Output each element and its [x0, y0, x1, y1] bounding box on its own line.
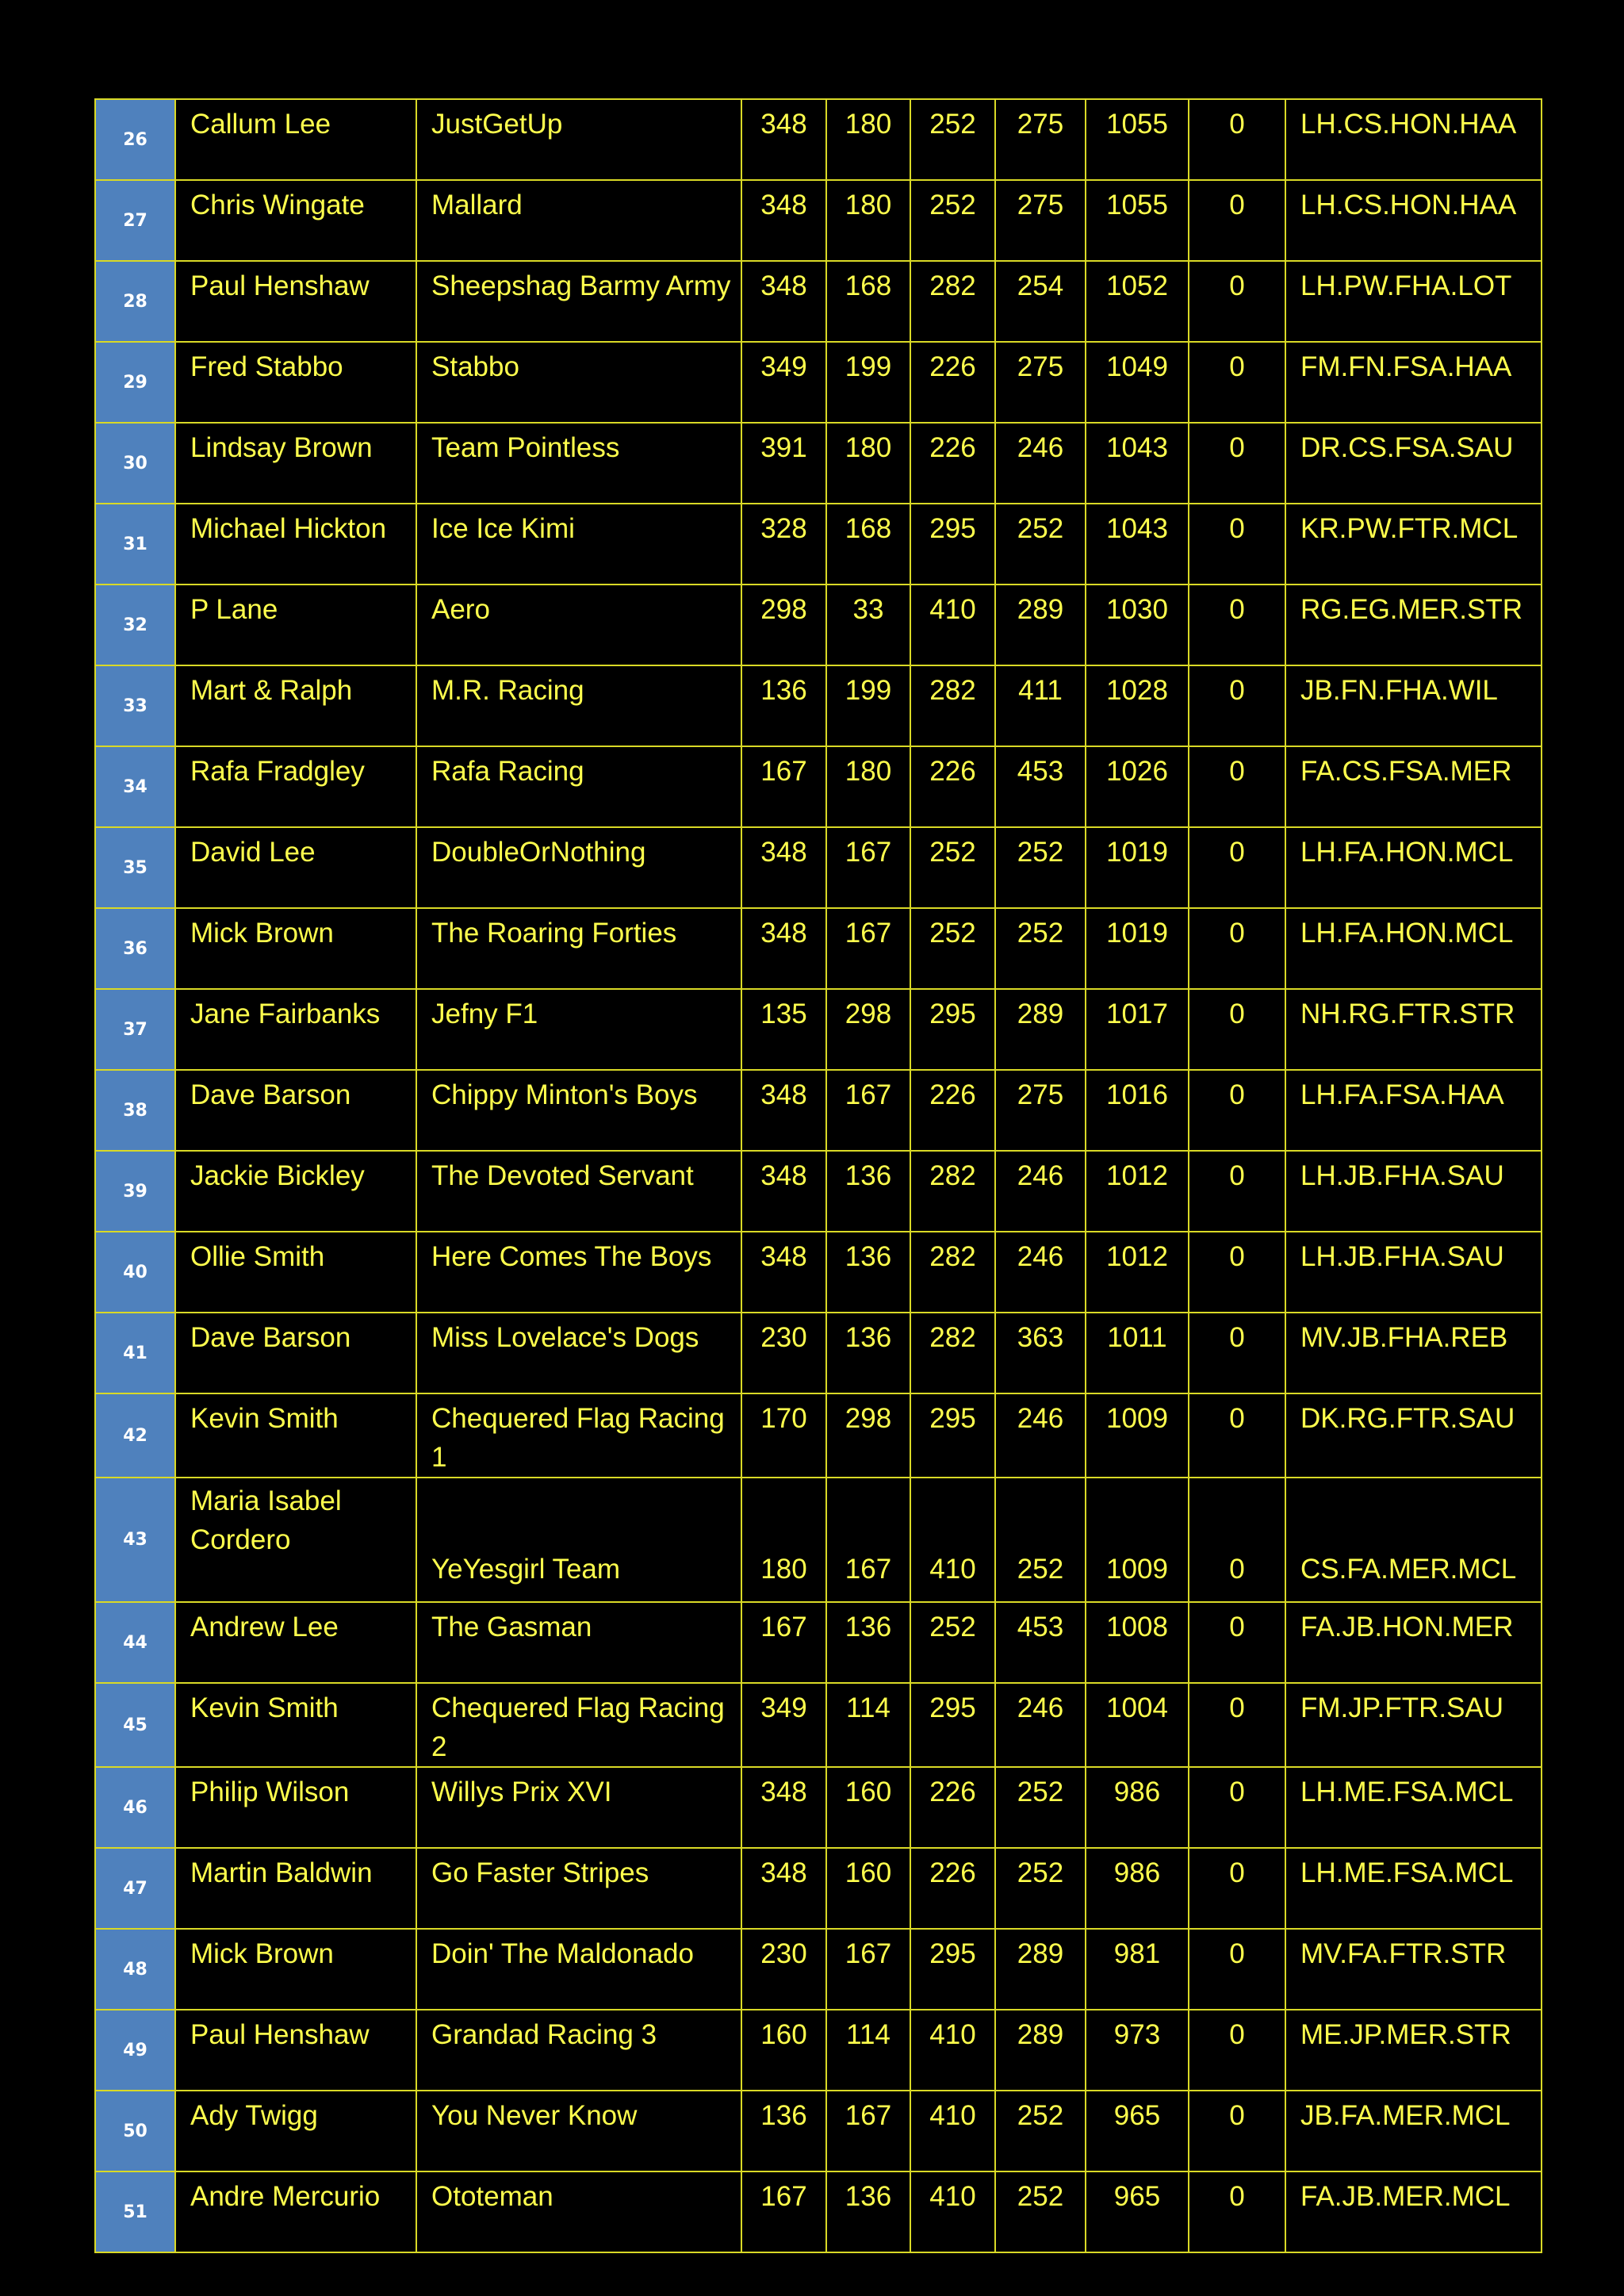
score-3-cell: 410 [910, 585, 995, 665]
player-name-cell: Dave Barson [175, 1070, 416, 1151]
team-name-cell: Doin' The Maldonado [416, 1929, 741, 2010]
score-3-cell: 295 [910, 504, 995, 585]
score-1-cell: 136 [741, 665, 826, 746]
position-cell: 34 [95, 746, 175, 827]
position-cell: 30 [95, 423, 175, 504]
selection-code-cell: LH.CS.HON.HAA [1285, 99, 1542, 180]
score-2-cell: 114 [826, 2010, 910, 2091]
total-cell: 986 [1086, 1767, 1189, 1848]
team-name-cell: DoubleOrNothing [416, 827, 741, 908]
position-cell: 31 [95, 504, 175, 585]
score-1-cell: 348 [741, 1070, 826, 1151]
selection-code-cell: LH.CS.HON.HAA [1285, 180, 1542, 261]
table-row [95, 1393, 1542, 1478]
player-name-cell: Philip Wilson [175, 1767, 416, 1848]
player-name-cell: Chris Wingate [175, 180, 416, 261]
position-cell: 49 [95, 2010, 175, 2091]
score-2-cell: 136 [826, 1602, 910, 1683]
selection-code-cell: NH.RG.FTR.STR [1285, 989, 1542, 1070]
score-3-cell: 226 [910, 1848, 995, 1929]
team-name-cell: Sheepshag Barmy Army [416, 261, 741, 342]
selection-code-cell: LH.FA.FSA.HAA [1285, 1070, 1542, 1151]
score-4-cell: 289 [995, 989, 1086, 1070]
score-1-cell: 230 [741, 1929, 826, 2010]
total-cell: 1009 [1086, 1393, 1189, 1478]
extra-cell: 0 [1189, 261, 1285, 342]
position-cell: 38 [95, 1070, 175, 1151]
selection-code-cell: FM.JP.FTR.SAU [1285, 1683, 1542, 1767]
extra-cell: 0 [1189, 1151, 1285, 1232]
position-cell: 36 [95, 908, 175, 989]
player-name-cell: Andre Mercurio [175, 2171, 416, 2252]
team-name-cell: Chequered Flag Racing 1 [416, 1393, 741, 1478]
score-2-cell: 160 [826, 1767, 910, 1848]
score-1-cell: 391 [741, 423, 826, 504]
extra-cell: 0 [1189, 180, 1285, 261]
score-3-cell: 226 [910, 1070, 995, 1151]
extra-cell: 0 [1189, 1070, 1285, 1151]
score-1-cell: 348 [741, 99, 826, 180]
extra-cell: 0 [1189, 342, 1285, 423]
team-name-cell: Here Comes The Boys [416, 1232, 741, 1313]
extra-cell: 0 [1189, 585, 1285, 665]
team-name-cell: Jefny F1 [416, 989, 741, 1070]
table-row [95, 180, 1542, 261]
selection-code-cell: FM.FN.FSA.HAA [1285, 342, 1542, 423]
table-row [95, 1848, 1542, 1929]
table-row [95, 827, 1542, 908]
team-name-cell: Mallard [416, 180, 741, 261]
score-4-cell: 246 [995, 1393, 1086, 1478]
team-name-cell: Willys Prix XVI [416, 1767, 741, 1848]
score-2-cell: 167 [826, 827, 910, 908]
team-name-cell: Team Pointless [416, 423, 741, 504]
total-cell: 1019 [1086, 827, 1189, 908]
team-name-cell: Grandad Racing 3 [416, 2010, 741, 2091]
team-name-cell: The Gasman [416, 1602, 741, 1683]
team-name-cell: Chippy Minton's Boys [416, 1070, 741, 1151]
extra-cell: 0 [1189, 908, 1285, 989]
position-cell: 33 [95, 665, 175, 746]
score-2-cell: 180 [826, 180, 910, 261]
selection-code-cell: FA.JB.HON.MER [1285, 1602, 1542, 1683]
score-1-cell: 348 [741, 261, 826, 342]
score-4-cell: 252 [995, 2091, 1086, 2171]
score-3-cell: 252 [910, 1602, 995, 1683]
score-3-cell: 252 [910, 908, 995, 989]
selection-code-cell: MV.FA.FTR.STR [1285, 1929, 1542, 2010]
total-cell: 1043 [1086, 504, 1189, 585]
total-cell: 1055 [1086, 180, 1189, 261]
score-3-cell: 252 [910, 99, 995, 180]
score-2-cell: 168 [826, 261, 910, 342]
player-name-cell: Kevin Smith [175, 1683, 416, 1767]
score-3-cell: 282 [910, 1151, 995, 1232]
player-name-cell: Jane Fairbanks [175, 989, 416, 1070]
extra-cell: 0 [1189, 99, 1285, 180]
table-row [95, 1151, 1542, 1232]
extra-cell: 0 [1189, 1393, 1285, 1478]
player-name-cell: Michael Hickton [175, 504, 416, 585]
selection-code-cell: JB.FN.FHA.WIL [1285, 665, 1542, 746]
score-3-cell: 410 [910, 2171, 995, 2252]
score-4-cell: 275 [995, 342, 1086, 423]
total-cell: 1028 [1086, 665, 1189, 746]
table-row [95, 261, 1542, 342]
position-cell: 37 [95, 989, 175, 1070]
score-2-cell: 160 [826, 1848, 910, 1929]
table-row [95, 1070, 1542, 1151]
player-name-cell: Kevin Smith [175, 1393, 416, 1478]
total-cell: 1049 [1086, 342, 1189, 423]
score-3-cell: 295 [910, 989, 995, 1070]
score-2-cell: 167 [826, 2091, 910, 2171]
table-row [95, 99, 1542, 180]
score-4-cell: 252 [995, 504, 1086, 585]
player-name-cell: Callum Lee [175, 99, 416, 180]
score-1-cell: 348 [741, 1767, 826, 1848]
player-name-cell: P Lane [175, 585, 416, 665]
table-row [95, 1478, 1542, 1602]
score-3-cell: 410 [910, 2010, 995, 2091]
score-3-cell: 282 [910, 1232, 995, 1313]
score-4-cell: 275 [995, 99, 1086, 180]
score-2-cell: 136 [826, 1151, 910, 1232]
extra-cell: 0 [1189, 1848, 1285, 1929]
extra-cell: 0 [1189, 1683, 1285, 1767]
player-name-cell: Jackie Bickley [175, 1151, 416, 1232]
position-cell: 28 [95, 261, 175, 342]
score-1-cell: 328 [741, 504, 826, 585]
table-row [95, 2091, 1542, 2171]
score-4-cell: 289 [995, 2010, 1086, 2091]
selection-code-cell: FA.CS.FSA.MER [1285, 746, 1542, 827]
score-4-cell: 453 [995, 746, 1086, 827]
extra-cell: 0 [1189, 1929, 1285, 2010]
extra-cell: 0 [1189, 2171, 1285, 2252]
team-name-cell: Rafa Racing [416, 746, 741, 827]
table-row [95, 1232, 1542, 1313]
position-cell: 45 [95, 1683, 175, 1767]
position-cell: 35 [95, 827, 175, 908]
score-2-cell: 180 [826, 746, 910, 827]
extra-cell: 0 [1189, 746, 1285, 827]
total-cell: 965 [1086, 2091, 1189, 2171]
table-row [95, 1313, 1542, 1393]
table-row [95, 342, 1542, 423]
table-row [95, 2171, 1542, 2252]
score-4-cell: 252 [995, 1478, 1086, 1602]
position-cell: 43 [95, 1478, 175, 1602]
total-cell: 1026 [1086, 746, 1189, 827]
total-cell: 981 [1086, 1929, 1189, 2010]
extra-cell: 0 [1189, 1478, 1285, 1602]
score-4-cell: 252 [995, 1767, 1086, 1848]
total-cell: 965 [1086, 2171, 1189, 2252]
player-name-cell: Lindsay Brown [175, 423, 416, 504]
score-4-cell: 252 [995, 827, 1086, 908]
score-1-cell: 167 [741, 2171, 826, 2252]
total-cell: 1016 [1086, 1070, 1189, 1151]
selection-code-cell: KR.PW.FTR.MCL [1285, 504, 1542, 585]
score-1-cell: 298 [741, 585, 826, 665]
team-name-cell: Ice Ice Kimi [416, 504, 741, 585]
score-1-cell: 348 [741, 180, 826, 261]
selection-code-cell: LH.JB.FHA.SAU [1285, 1232, 1542, 1313]
score-1-cell: 136 [741, 2091, 826, 2171]
total-cell: 1011 [1086, 1313, 1189, 1393]
extra-cell: 0 [1189, 504, 1285, 585]
score-4-cell: 246 [995, 423, 1086, 504]
position-cell: 44 [95, 1602, 175, 1683]
score-3-cell: 295 [910, 1929, 995, 2010]
score-4-cell: 252 [995, 908, 1086, 989]
position-cell: 50 [95, 2091, 175, 2171]
table-row [95, 1767, 1542, 1848]
position-cell: 26 [95, 99, 175, 180]
score-2-cell: 136 [826, 2171, 910, 2252]
score-4-cell: 275 [995, 180, 1086, 261]
score-4-cell: 252 [995, 2171, 1086, 2252]
player-name-cell: Ollie Smith [175, 1232, 416, 1313]
score-4-cell: 275 [995, 1070, 1086, 1151]
score-2-cell: 136 [826, 1232, 910, 1313]
extra-cell: 0 [1189, 665, 1285, 746]
table-row [95, 504, 1542, 585]
team-name-cell: You Never Know [416, 2091, 741, 2171]
score-1-cell: 349 [741, 1683, 826, 1767]
selection-code-cell: LH.ME.FSA.MCL [1285, 1767, 1542, 1848]
team-name-cell: Aero [416, 585, 741, 665]
team-name-cell: Ototeman [416, 2171, 741, 2252]
total-cell: 1043 [1086, 423, 1189, 504]
extra-cell: 0 [1189, 989, 1285, 1070]
score-3-cell: 226 [910, 1767, 995, 1848]
score-3-cell: 295 [910, 1393, 995, 1478]
score-1-cell: 348 [741, 827, 826, 908]
player-name-cell: Mick Brown [175, 908, 416, 989]
position-cell: 40 [95, 1232, 175, 1313]
score-2-cell: 298 [826, 1393, 910, 1478]
position-cell: 46 [95, 1767, 175, 1848]
score-4-cell: 289 [995, 585, 1086, 665]
table-row [95, 746, 1542, 827]
table-row [95, 989, 1542, 1070]
table-row [95, 423, 1542, 504]
selection-code-cell: RG.EG.MER.STR [1285, 585, 1542, 665]
table-row [95, 1683, 1542, 1767]
total-cell: 1017 [1086, 989, 1189, 1070]
team-name-cell: M.R. Racing [416, 665, 741, 746]
player-name-cell: Martin Baldwin [175, 1848, 416, 1929]
score-3-cell: 410 [910, 2091, 995, 2171]
score-3-cell: 226 [910, 746, 995, 827]
player-name-cell: Ady Twigg [175, 2091, 416, 2171]
score-4-cell: 363 [995, 1313, 1086, 1393]
score-2-cell: 199 [826, 342, 910, 423]
score-2-cell: 33 [826, 585, 910, 665]
score-1-cell: 180 [741, 1478, 826, 1602]
score-1-cell: 348 [741, 1848, 826, 1929]
player-name-cell: Paul Henshaw [175, 261, 416, 342]
selection-code-cell: LH.FA.HON.MCL [1285, 908, 1542, 989]
score-4-cell: 289 [995, 1929, 1086, 2010]
team-name-cell: JustGetUp [416, 99, 741, 180]
player-name-cell: Andrew Lee [175, 1602, 416, 1683]
extra-cell: 0 [1189, 1313, 1285, 1393]
team-name-cell: Stabbo [416, 342, 741, 423]
selection-code-cell: DR.CS.FSA.SAU [1285, 423, 1542, 504]
score-3-cell: 282 [910, 665, 995, 746]
score-2-cell: 167 [826, 908, 910, 989]
score-1-cell: 349 [741, 342, 826, 423]
selection-code-cell: LH.PW.FHA.LOT [1285, 261, 1542, 342]
total-cell: 1009 [1086, 1478, 1189, 1602]
total-cell: 1012 [1086, 1151, 1189, 1232]
score-4-cell: 246 [995, 1232, 1086, 1313]
score-1-cell: 348 [741, 1151, 826, 1232]
score-3-cell: 295 [910, 1683, 995, 1767]
selection-code-cell: ME.JP.MER.STR [1285, 2010, 1542, 2091]
selection-code-cell: LH.FA.HON.MCL [1285, 827, 1542, 908]
position-cell: 51 [95, 2171, 175, 2252]
total-cell: 1055 [1086, 99, 1189, 180]
team-name-cell: The Devoted Servant [416, 1151, 741, 1232]
selection-code-cell: JB.FA.MER.MCL [1285, 2091, 1542, 2171]
score-4-cell: 252 [995, 1848, 1086, 1929]
score-4-cell: 246 [995, 1151, 1086, 1232]
team-name-cell: YeYesgirl Team [416, 1478, 741, 1602]
selection-code-cell: LH.JB.FHA.SAU [1285, 1151, 1542, 1232]
player-name-cell: Maria Isabel Cordero [175, 1478, 416, 1602]
score-1-cell: 135 [741, 989, 826, 1070]
player-name-cell: David Lee [175, 827, 416, 908]
score-1-cell: 230 [741, 1313, 826, 1393]
position-cell: 39 [95, 1151, 175, 1232]
table-row [95, 1602, 1542, 1683]
player-name-cell: Rafa Fradgley [175, 746, 416, 827]
total-cell: 1052 [1086, 261, 1189, 342]
score-3-cell: 282 [910, 1313, 995, 1393]
score-3-cell: 226 [910, 342, 995, 423]
player-name-cell: Mick Brown [175, 1929, 416, 2010]
total-cell: 1004 [1086, 1683, 1189, 1767]
score-4-cell: 254 [995, 261, 1086, 342]
position-cell: 32 [95, 585, 175, 665]
table-row [95, 585, 1542, 665]
score-3-cell: 282 [910, 261, 995, 342]
total-cell: 973 [1086, 2010, 1189, 2091]
score-1-cell: 160 [741, 2010, 826, 2091]
score-2-cell: 167 [826, 1478, 910, 1602]
selection-code-cell: CS.FA.MER.MCL [1285, 1478, 1542, 1602]
score-2-cell: 180 [826, 99, 910, 180]
score-2-cell: 168 [826, 504, 910, 585]
standings-body [95, 99, 1542, 2252]
position-cell: 42 [95, 1393, 175, 1478]
score-3-cell: 252 [910, 180, 995, 261]
team-name-cell: Chequered Flag Racing 2 [416, 1683, 741, 1767]
position-cell: 41 [95, 1313, 175, 1393]
score-2-cell: 298 [826, 989, 910, 1070]
total-cell: 1019 [1086, 908, 1189, 989]
player-name-cell: Paul Henshaw [175, 2010, 416, 2091]
selection-code-cell: LH.ME.FSA.MCL [1285, 1848, 1542, 1929]
score-2-cell: 167 [826, 1929, 910, 2010]
score-1-cell: 167 [741, 1602, 826, 1683]
extra-cell: 0 [1189, 423, 1285, 504]
extra-cell: 0 [1189, 827, 1285, 908]
team-name-cell: Go Faster Stripes [416, 1848, 741, 1929]
player-name-cell: Mart & Ralph [175, 665, 416, 746]
table-row [95, 665, 1542, 746]
team-name-cell: The Roaring Forties [416, 908, 741, 989]
player-name-cell: Dave Barson [175, 1313, 416, 1393]
table-row [95, 908, 1542, 989]
score-1-cell: 348 [741, 1232, 826, 1313]
score-3-cell: 226 [910, 423, 995, 504]
score-2-cell: 199 [826, 665, 910, 746]
score-1-cell: 348 [741, 908, 826, 989]
extra-cell: 0 [1189, 2091, 1285, 2171]
score-2-cell: 167 [826, 1070, 910, 1151]
score-1-cell: 167 [741, 746, 826, 827]
extra-cell: 0 [1189, 1232, 1285, 1313]
player-name-cell: Fred Stabbo [175, 342, 416, 423]
position-cell: 29 [95, 342, 175, 423]
table-row [95, 2010, 1542, 2091]
score-4-cell: 411 [995, 665, 1086, 746]
total-cell: 986 [1086, 1848, 1189, 1929]
extra-cell: 0 [1189, 1602, 1285, 1683]
score-2-cell: 180 [826, 423, 910, 504]
score-4-cell: 246 [995, 1683, 1086, 1767]
position-cell: 27 [95, 180, 175, 261]
score-2-cell: 136 [826, 1313, 910, 1393]
total-cell: 1012 [1086, 1232, 1189, 1313]
standings-table [94, 98, 1542, 2253]
score-4-cell: 453 [995, 1602, 1086, 1683]
score-3-cell: 252 [910, 827, 995, 908]
position-cell: 47 [95, 1848, 175, 1929]
score-1-cell: 170 [741, 1393, 826, 1478]
selection-code-cell: MV.JB.FHA.REB [1285, 1313, 1542, 1393]
selection-code-cell: DK.RG.FTR.SAU [1285, 1393, 1542, 1478]
table-row [95, 1929, 1542, 2010]
total-cell: 1008 [1086, 1602, 1189, 1683]
position-cell: 48 [95, 1929, 175, 2010]
extra-cell: 0 [1189, 1767, 1285, 1848]
score-3-cell: 410 [910, 1478, 995, 1602]
extra-cell: 0 [1189, 2010, 1285, 2091]
total-cell: 1030 [1086, 585, 1189, 665]
selection-code-cell: FA.JB.MER.MCL [1285, 2171, 1542, 2252]
score-2-cell: 114 [826, 1683, 910, 1767]
team-name-cell: Miss Lovelace's Dogs [416, 1313, 741, 1393]
